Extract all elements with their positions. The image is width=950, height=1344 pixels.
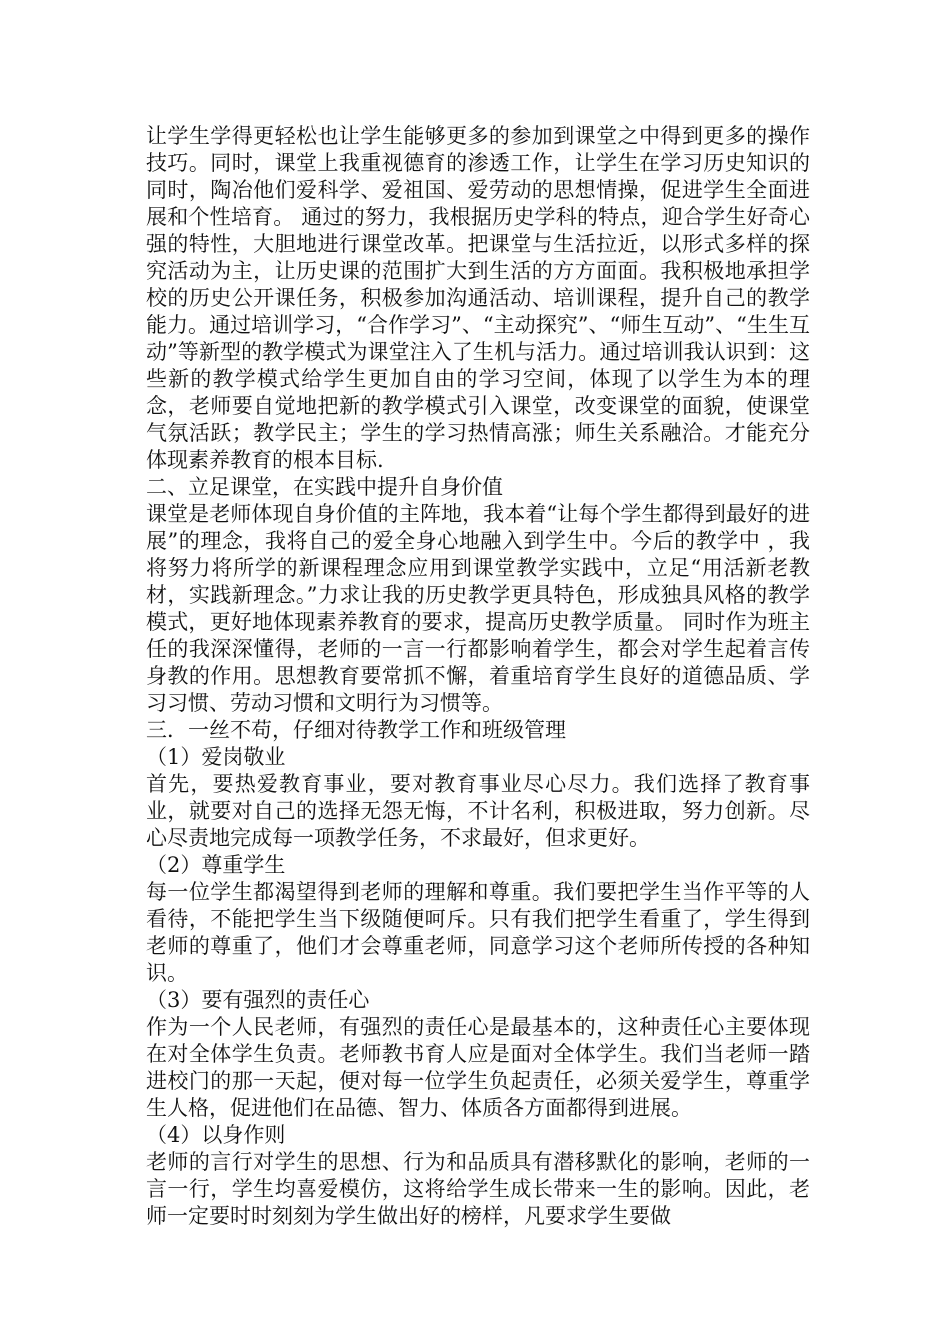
paragraph-respect-students: 每一位学生都渴望得到老师的理解和尊重。我们要把学生当作平等的人看待，不能把学生当下级随便呵斥。只有我们把学生看重了，学生得到老师的尊重了，他们才会尊重老师，同意学习这个老师所传授的各种知识。 <box>146 880 810 985</box>
subheading-1: （1）爱岗敬业 <box>146 745 286 769</box>
subheading-4: （4）以身作则 <box>146 1123 286 1147</box>
subheading-3: （3）要有强烈的责任心 <box>146 988 370 1012</box>
document-page <box>146 123 810 1230</box>
paragraph-responsibility: 作为一个人民老师，有强烈的责任心是最基本的，这种责任心主要体现在对全体学生负责。老师教书育人应是面对全体学生。我们当老师一踏进校门的那一天起，便对每一位学生负起责任，必须关爱学生，尊重学生人格，促进他们在品德、智力、体质各方面都得到进展。 <box>146 1015 810 1120</box>
section-heading-3: 三．一丝不苟，仔细对待教学工作和班级管理 <box>146 718 566 742</box>
paragraph-love-job: 首先，要热爱教育事业，要对教育事业尽心尽力。我们选择了教育事业，就要对自己的选择无怨无悔，不计名利，积极进取，努力创新。尽心尽责地完成每一项教学任务，不求最好，但求更好。 <box>146 772 810 850</box>
paragraph-teaching-reform: 让学生学得更轻松也让学生能够更多的参加到课堂之中得到更多的操作技巧。同时，课堂上我重视德育的渗透工作，让学生在学习历史知识的同时，陶冶他们爱科学、爱祖国、爱劳动的思想情操，促进学生全面进展和个性培育。 通过的努力，我根据历史学科的特点，迎合学生好奇心强的特性，大胆地进行课堂改革。把课堂与生活拉近，以形式多样的探究活动为主，让历史课的范围扩大到生活的方方面面。我积极地承担学校的历史公开课任务，积极参加沟通活动、培训课程，提升自己的教学能力。通过培训学习，“合作学习”、“主动探究”、“师生互动”、“生生互动”等新型的教学模式为课堂注入了生机与活力。通过培训我认识到：这些新的教学模式给学生更加自由的学习空间，体现了以学生为本的理念，老师要自觉地把新的教学模式引入课堂，改变课堂的面貌，使课堂气氛活跃；教学民主；学生的学习热情高涨；师生关系融洽。才能充分体现素养教育的根本目标. <box>146 124 810 472</box>
paragraph-classroom-value: 课堂是老师体现自身价值的主阵地，我本着“让每个学生都得到最好的进展”的理念，我将自己的爱全身心地融入到学生中。今后的教学中 ，我将努力将所学的新课程理念应用到课堂教学实践中，立足“用活新老教材，实践新理念。”力求让我的历史教学更具特色，形成独具风格的教学模式，更好地体现素养教育的要求，提高历史教学质量。 同时作为班主任的我深深懂得，老师的一言一行都影响着学生，都会对学生起着言传身教的作用。思想教育要常抓不懈，着重培育学生良好的道德品质、学习习惯、劳动习惯和文明行为习惯等。 <box>146 502 810 715</box>
subheading-2: （2）尊重学生 <box>146 853 286 877</box>
section-heading-2: 二、立足课堂，在实践中提升自身价值 <box>146 475 503 499</box>
paragraph-lead-by-example: 老师的言行对学生的思想、行为和品质具有潜移默化的影响，老师的一言一行，学生均喜爱模仿，这将给学生成长带来一生的影响。因此，老师一定要时时刻刻为学生做出好的榜样，凡要求学生要做 <box>146 1150 810 1228</box>
